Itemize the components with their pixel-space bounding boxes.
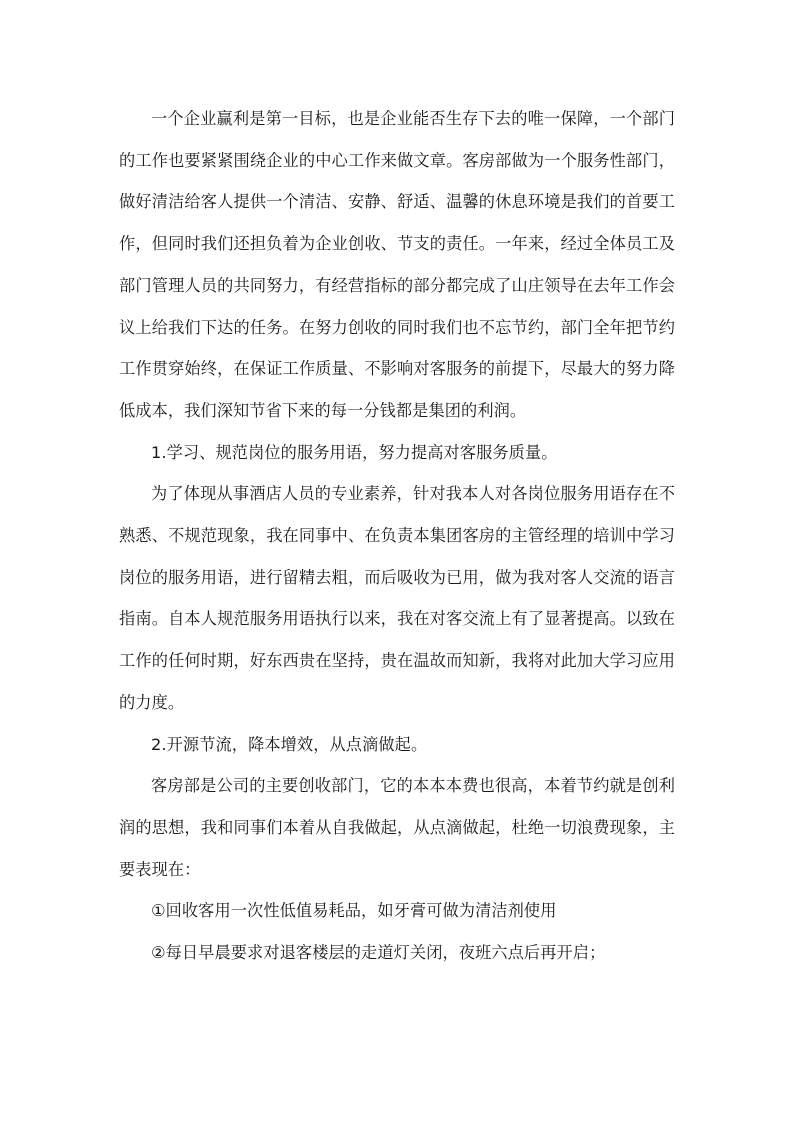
list-item-1: ①回收客用一次性低值易耗品，如牙膏可做为清洁剂使用 [151,901,557,921]
section-2-paragraph: 客房部是公司的主要创收部门，它的本本本费也很高，本着节约就是创利润的思想，我和同事们本着从自我做起，从点滴做起，杜绝一切浪费现象，主要表现在： [119,776,675,879]
section-1-paragraph: 为了体现从事酒店人员的专业素养，针对我本人对各岗位服务用语存在不熟悉、不规范现象，我在同事中、在负责本集团客房的主管经理的培训中学习岗位的服务用语，进行留精去粗，而后吸收为已用，做为我对客人交流的语言指南。自本人规范服务用语执行以来，我在对客交流上有了显著提高。以致在工作的任何时期，好东西贵在坚持，贵在温故而知新，我将对此加大学习应用的力度。 [119,484,675,712]
section-heading-2: 2.开源节流，降本增效，从点滴做起。 [151,734,428,754]
section-heading-1: 1.学习、规范岗位的服务用语，努力提高对客服务质量。 [151,442,558,462]
intro-paragraph: 一个企业赢利是第一目标，也是企业能否生存下去的唯一保障，一个部门的工作也要紧紧围绕企业的中心工作来做文章。客房部做为一个服务性部门，做好清洁给客人提供一个清洁、安静、舒适、温馨的休息环境是我们的首要工作，但同时我们还担负着为企业创收、节支的责任。一年来，经过全体员工及部门管理人员的共同努力，有经营指标的部分都完成了山庄领导在去年工作会议上给我们下达的任务。在努力创收的同时我们也不忘节约，部门全年把节约工作贯穿始终，在保证工作质量、不影响对客服务的前提下，尽最大的努力降低成本，我们深知节省下来的每一分钱都是集团的利润。 [119,109,675,420]
document-body [119,98,675,974]
list-item-2: ②每日早晨要求对退客楼层的走道灯关闭，夜班六点后再开启； [151,943,606,963]
